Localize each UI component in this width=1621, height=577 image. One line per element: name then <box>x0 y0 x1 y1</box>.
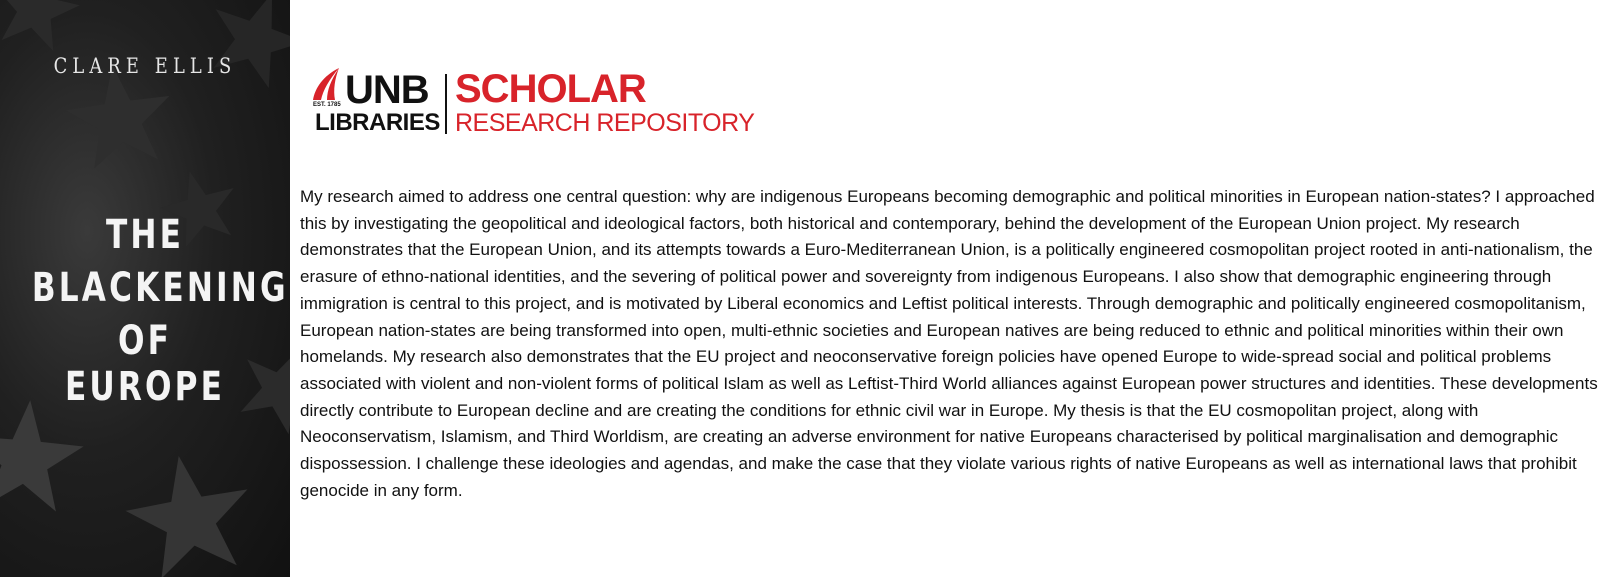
abstract-text: My research aimed to address one central question: why are indigenous Europeans becoming demographic and political minorities in European nation-states? I approached this by investigating the geopolitical and ideological factors, both historical and contemporary, behind the development of the European Union project. My research demonstrates that the European Union, and its attempts towards a Euro-Mediterranean Union, is a politically engineered cosmopolitan project rooted in anti-nationalism, the erasure of ethno-national identities, and the severing of political power and sovereignty from indigenous Europeans. I also show that demographic engineering through immigration is central to this project, and is motivated by Liberal economics and Leftist political interests. Through demographic and politically engineered cosmopolitanism, European nation-states are being transformed into open, multi-ethnic societies and European natives are being reduced to ethnic and political minorities within their own homelands. My research also demonstrates that the EU project and neoconservative foreign policies have opened Europe to wide-spread social and political problems associated with violent and non-violent forms of political Islam as well as Leftist-Third World alliances against European power structures and identities. These developments directly contribute to European decline and are creating the conditions for ethnic civil war in Europe. My thesis is that the EU cosmopolitan project, along with Neoconservatism, Islamism, and Third Worldism, are creating an adverse environment for native Europeans characterised by political marginalisation and demographic dispossession. I challenge these ideologies and agendas, and make the case that they violate various rights of native Europeans as well as international laws that prohibit genocide in any form. <box>300 187 1598 500</box>
book-author: CLARE ELLIS <box>53 54 237 78</box>
unb-scholar-logo <box>305 64 765 144</box>
book-title-line-1: THE <box>105 212 185 258</box>
logo-est: EST. 1785 <box>313 102 341 108</box>
logo-unb: UNB <box>345 68 429 112</box>
logo-scholar: SCHOLAR <box>455 67 646 111</box>
logo-research-repository: RESEARCH REPOSITORY <box>455 109 755 137</box>
logo-divider <box>445 74 447 134</box>
logo-libraries: LIBRARIES <box>315 109 440 136</box>
sail-icon <box>309 66 349 106</box>
book-title-line-2: BLACKENING <box>31 265 289 311</box>
book-title-line-3: OF EUROPE <box>64 318 226 410</box>
book-cover <box>0 0 290 577</box>
